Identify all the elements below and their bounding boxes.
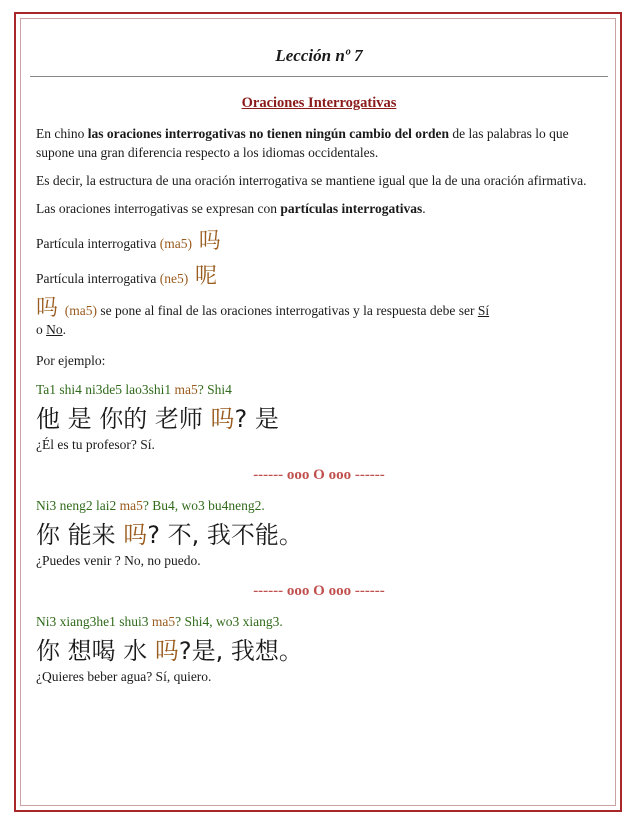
- separator-1: ------ ooo O ooo ------: [253, 467, 385, 483]
- section-title: Oraciones Interrogativas: [241, 95, 397, 111]
- example-3-hanzi-ma: 吗: [154, 637, 179, 665]
- paragraph-particles: [36, 199, 602, 218]
- paragraph-intro: [36, 124, 602, 162]
- example-2-hanzi-b: ? 不, 我不能。: [147, 521, 303, 549]
- example-2-translation: ¿Puedes venir ? No, no puedo.: [36, 553, 201, 568]
- particle-ne-line: [36, 259, 602, 297]
- example-1-translation: ¿Él es tu profesor? Sí.: [36, 437, 155, 452]
- particles-text-c: .: [422, 201, 426, 216]
- intro-text-c: de las palabras lo que supone una gran diferencia respecto a los idiomas occidentales.: [36, 126, 569, 160]
- ma-rule-no: No: [46, 322, 63, 337]
- example-3-hanzi-a: 你 想喝 水: [36, 637, 155, 665]
- intro-text-a: En chino: [36, 126, 88, 141]
- example-3-pinyin: [36, 612, 602, 631]
- example-1-pinyin: [36, 380, 602, 399]
- example-2-pinyin: [36, 496, 602, 515]
- lesson-title: Lección nº 7: [275, 46, 363, 65]
- example-2-hanzi: [36, 519, 602, 551]
- ma-rule-end: .: [62, 322, 66, 337]
- example-2-hanzi-a: 你 能来: [36, 521, 124, 549]
- example-3-pinyin-a: Ni3 xiang3he1 shui3: [36, 614, 152, 629]
- paragraph-ma-rule: [36, 296, 602, 339]
- particle-ma-pinyin: (ma5): [159, 236, 192, 251]
- ma-rule-text: se pone al final de las oraciones interrogativas y la respuesta debe ser: [97, 303, 478, 318]
- example-3-pinyin-ma: ma5: [151, 614, 176, 629]
- example-1-hanzi-ma: 吗: [210, 405, 235, 433]
- ma-rule-si: Sí: [477, 303, 490, 318]
- example-2-pinyin-b: ? Bu4, wo3 bu4neng2.: [142, 498, 265, 513]
- example-1-hanzi-a: 他 是 你的 老师: [36, 405, 211, 433]
- example-2-pinyin-a: Ni3 neng2 lai2: [36, 498, 120, 513]
- particle-ma-hanzi: 吗: [198, 229, 221, 254]
- example-3-hanzi: [36, 635, 602, 667]
- particles-text-bold: partículas interrogativas: [280, 201, 423, 216]
- document-content: [36, 36, 602, 686]
- example-1-hanzi: [36, 403, 602, 435]
- particle-ne-pinyin: (ne5): [159, 271, 189, 286]
- particle-ne-hanzi: 呢: [194, 264, 217, 289]
- ma-rule-pinyin: (ma5): [64, 303, 97, 318]
- example-3-hanzi-b: ?是, 我想。: [178, 637, 303, 665]
- example-1-pinyin-ma: ma5: [174, 382, 198, 397]
- particle-ma-label: Partícula interrogativa: [36, 236, 160, 251]
- example-1-hanzi-b: ? 是: [234, 405, 279, 433]
- paragraph-structure: Es decir, la estructura de una oración interrogativa se mantiene igual que la de una oración afirmativa.: [36, 173, 587, 188]
- example-3-translation: ¿Quieres beber agua? Sí, quiero.: [36, 669, 212, 684]
- example-label: Por ejemplo:: [36, 353, 106, 368]
- particle-ne-label: Partícula interrogativa: [36, 271, 160, 286]
- particles-text-a: Las oraciones interrogativas se expresan con: [36, 201, 281, 216]
- intro-text-bold: las oraciones interrogativas no tienen ningún cambio del orden: [87, 126, 450, 141]
- example-1-pinyin-b: ? Shi4: [197, 382, 232, 397]
- title-divider: [30, 76, 608, 77]
- example-2-pinyin-ma: ma5: [119, 498, 143, 513]
- ma-rule-hanzi: 吗: [36, 296, 59, 321]
- example-3-pinyin-b: ? Shi4, wo3 xiang3.: [175, 614, 283, 629]
- example-2-hanzi-ma: 吗: [123, 521, 148, 549]
- separator-2: ------ ooo O ooo ------: [253, 583, 385, 599]
- particle-ma-line: [36, 227, 602, 259]
- example-1-pinyin-a: Ta1 shi4 ni3de5 lao3shi1: [36, 382, 175, 397]
- ma-rule-or: o: [36, 322, 47, 337]
